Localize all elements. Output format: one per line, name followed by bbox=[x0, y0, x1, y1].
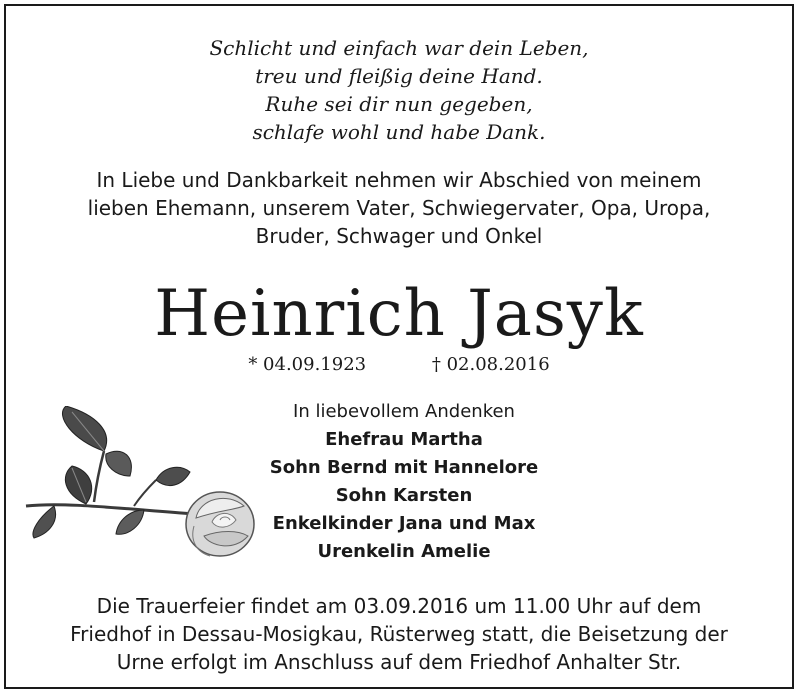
death-date: † 02.08.2016 bbox=[431, 354, 550, 375]
intro-line: Bruder, Schwager und Onkel bbox=[255, 224, 543, 248]
intro-line: In Liebe und Dankbarkeit nehmen wir Abschied von meinem bbox=[96, 168, 702, 192]
obituary-frame bbox=[4, 4, 794, 689]
mourner-name: Sohn Bernd mit Hannelore bbox=[269, 457, 539, 478]
poem bbox=[6, 34, 792, 146]
funeral-notice bbox=[6, 592, 792, 676]
mourners-lead: In liebevollem Andenken bbox=[293, 401, 515, 422]
poem-line: treu und fleißig deine Hand. bbox=[255, 64, 543, 88]
poem-line: Schlicht und einfach war dein Leben, bbox=[209, 36, 589, 60]
deceased-name: Heinrich Jasyk bbox=[154, 277, 644, 351]
funeral-line: Urne erfolgt im Anschluss auf dem Friedhof Anhalter Str. bbox=[116, 650, 682, 674]
mourner-name: Enkelkinder Jana und Max bbox=[272, 513, 536, 534]
funeral-line: Friedhof in Dessau-Mosigkau, Rüsterweg statt, die Beisetzung der bbox=[70, 622, 728, 646]
poem-line: schlafe wohl und habe Dank. bbox=[252, 120, 546, 144]
funeral-line: Die Trauerfeier findet am 03.09.2016 um 11.00 Uhr auf dem bbox=[96, 594, 702, 618]
intro-line: lieben Ehemann, unserem Vater, Schwiegervater, Opa, Uropa, bbox=[87, 196, 711, 220]
poem-line: Ruhe sei dir nun gegeben, bbox=[265, 92, 533, 116]
life-dates bbox=[6, 352, 792, 378]
mourner-name: Urenkelin Amelie bbox=[317, 541, 491, 562]
mourner-name: Sohn Karsten bbox=[335, 485, 473, 506]
birth-date: * 04.09.1923 bbox=[248, 354, 367, 375]
mourners-block bbox=[184, 398, 624, 566]
farewell-intro bbox=[6, 166, 792, 250]
mourner-name: Ehefrau Martha bbox=[325, 429, 483, 450]
